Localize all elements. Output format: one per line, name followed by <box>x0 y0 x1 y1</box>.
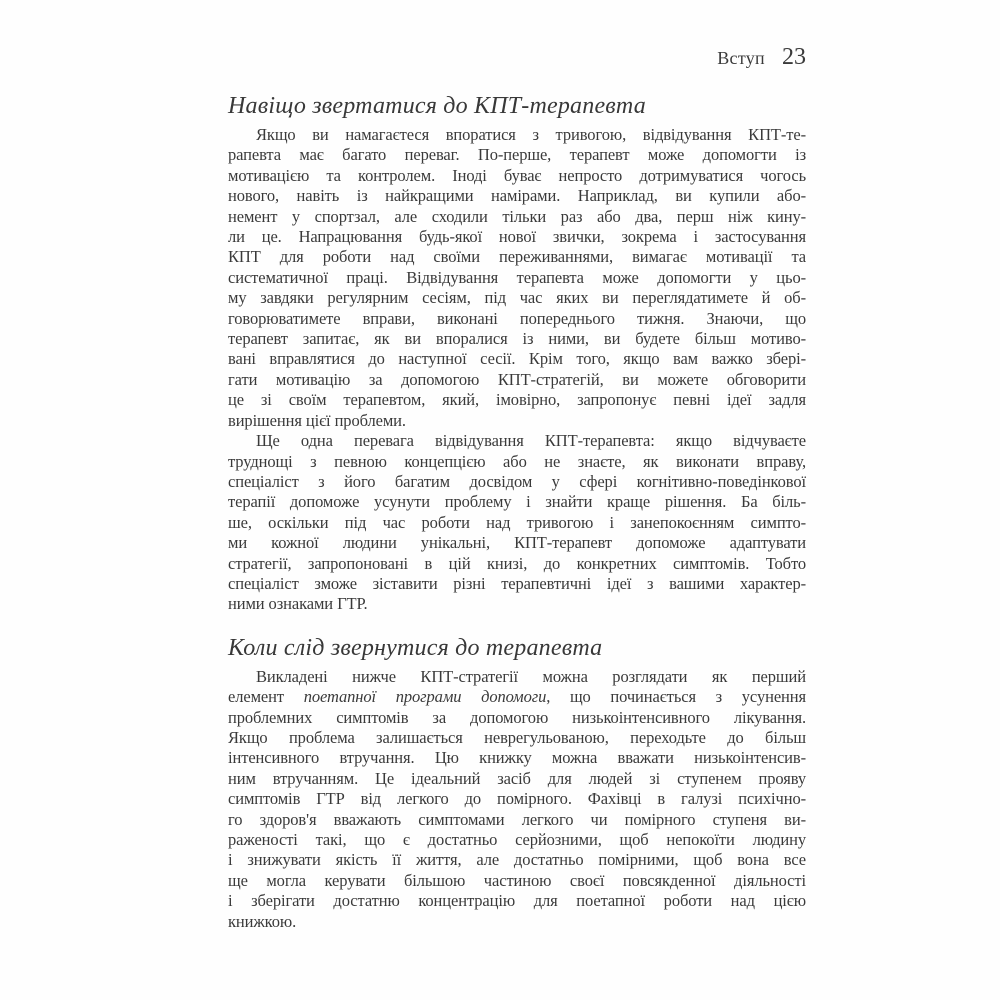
text-line: вирішення цієї проблеми. <box>228 410 406 430</box>
paragraph <box>228 125 806 431</box>
text-line: ше, оскільки під час роботи над тривогою і занепокоєнням симпто- <box>228 512 806 532</box>
text-line: раженості такі, що є достатньо серйозними, щоб непокоїти людину <box>228 830 806 849</box>
text-line: ми кожної людини унікальні, КПТ-терапевт допоможе адаптувати <box>228 533 806 553</box>
text-line: елемент поетапної програми допомоги, що починається з усунення <box>228 687 806 707</box>
running-head-section-title: Вступ <box>717 48 765 68</box>
text-line: інтенсивного втручання. Цю книжку можна вважати низькоінтенсив- <box>228 748 806 768</box>
text-line: і знижувати якість її життя, але достатньо помірними, щоб вона все <box>228 850 806 870</box>
page-content <box>228 91 806 932</box>
paragraph <box>228 667 806 932</box>
text-line: це зі своїм терапевтом, який, імовірно, запропонує певні ідеї задля <box>228 390 806 410</box>
text-line: Викладені нижче КПТ-стратегії можна розглядати як перший <box>256 666 806 686</box>
text-line: терапевт запитає, як ви впоралися із ними, ви будете більш мотиво- <box>228 329 806 349</box>
text-line: гати мотивацію за допомогою КПТ-стратегій, ви можете обговорити <box>228 369 806 389</box>
text-line: симптомів ГТР від легкого до помірного. Фахівці в галузі психічно- <box>228 789 806 809</box>
text-line: і зберігати достатню концентрацію для поетапної роботи над цією <box>228 891 806 911</box>
text-line: Ще одна перевага відвідування КПТ-терапевта: якщо відчуваєте <box>256 431 806 451</box>
text-line: рапевта має багато переваг. По-перше, терапевт може допомогти із <box>228 145 806 165</box>
text-line: му завдяки регулярним сесіям, під час яких ви переглядатимете й об- <box>228 288 806 308</box>
text-line: го здоров'я вважають симптомами легкого чи помірного ступеня ви- <box>228 809 806 829</box>
running-head <box>228 44 806 71</box>
text-line: систематичної праці. Відвідування терапевта може допомогти у цьо- <box>228 267 806 287</box>
text-line: мотивацією та контролем. Іноді буває непросто дотримуватися чогось <box>228 165 806 185</box>
text-line: спеціаліст з його багатим досвідом у сфері когнітивно-поведінкової <box>228 471 806 491</box>
text-line: ще могла керувати більшою частиною своєї повсякденної діяльності <box>228 870 806 890</box>
text-line: КПТ для роботи над своїми переживаннями, вимагає мотивації та <box>228 247 806 267</box>
text-line: проблемних симптомів за допомогою низькоінтенсивного лікування. <box>228 707 806 727</box>
text-line: ли це. Напрацювання будь-якої нової звички, зокрема і застосування <box>228 227 806 247</box>
text-line: спеціаліст зможе зіставити різні терапевтичні ідеї з вашими характер- <box>228 573 806 593</box>
text-line: Якщо проблема залишається неврегульованою, переходьте до більш <box>228 727 806 747</box>
section-heading: Коли слід звернутися до терапевта <box>228 634 603 661</box>
text-line: Якщо ви намагаєтеся впоратися з тривогою, відвідування КПТ-те- <box>256 125 806 144</box>
text-line: вані вправлятися до наступної сесії. Крім того, якщо вам важко збері- <box>228 349 806 369</box>
text-line: книжкою. <box>228 911 297 931</box>
paragraph <box>228 431 806 615</box>
page-number: 23 <box>782 44 806 70</box>
text-line: говорюватимете вправи, виконані попереднього тижня. Знаючи, що <box>228 308 806 328</box>
section-heading: Навіщо звертатися до КПТ-терапевта <box>228 93 646 119</box>
text-line: нового, навіть із найкращими намірами. Наприклад, ви купили або- <box>228 186 806 206</box>
text-line: терапії допоможе усунути проблему і знайти краще рішення. Ба біль- <box>228 492 806 512</box>
text-line: немент у спортзал, але сходили тільки раз або два, перш ніж кину- <box>228 206 806 226</box>
text-line: ними ознаками ГТР. <box>228 594 368 614</box>
text-line: труднощі з певною концепцією або не знаєте, як виконати вправу, <box>228 451 806 471</box>
text-line: ним втручанням. Це ідеальний засіб для людей зі ступенем прояву <box>228 768 806 788</box>
text-line: стратегії, запропоновані в цій книзі, до конкретних симптомів. Тобто <box>228 553 806 573</box>
